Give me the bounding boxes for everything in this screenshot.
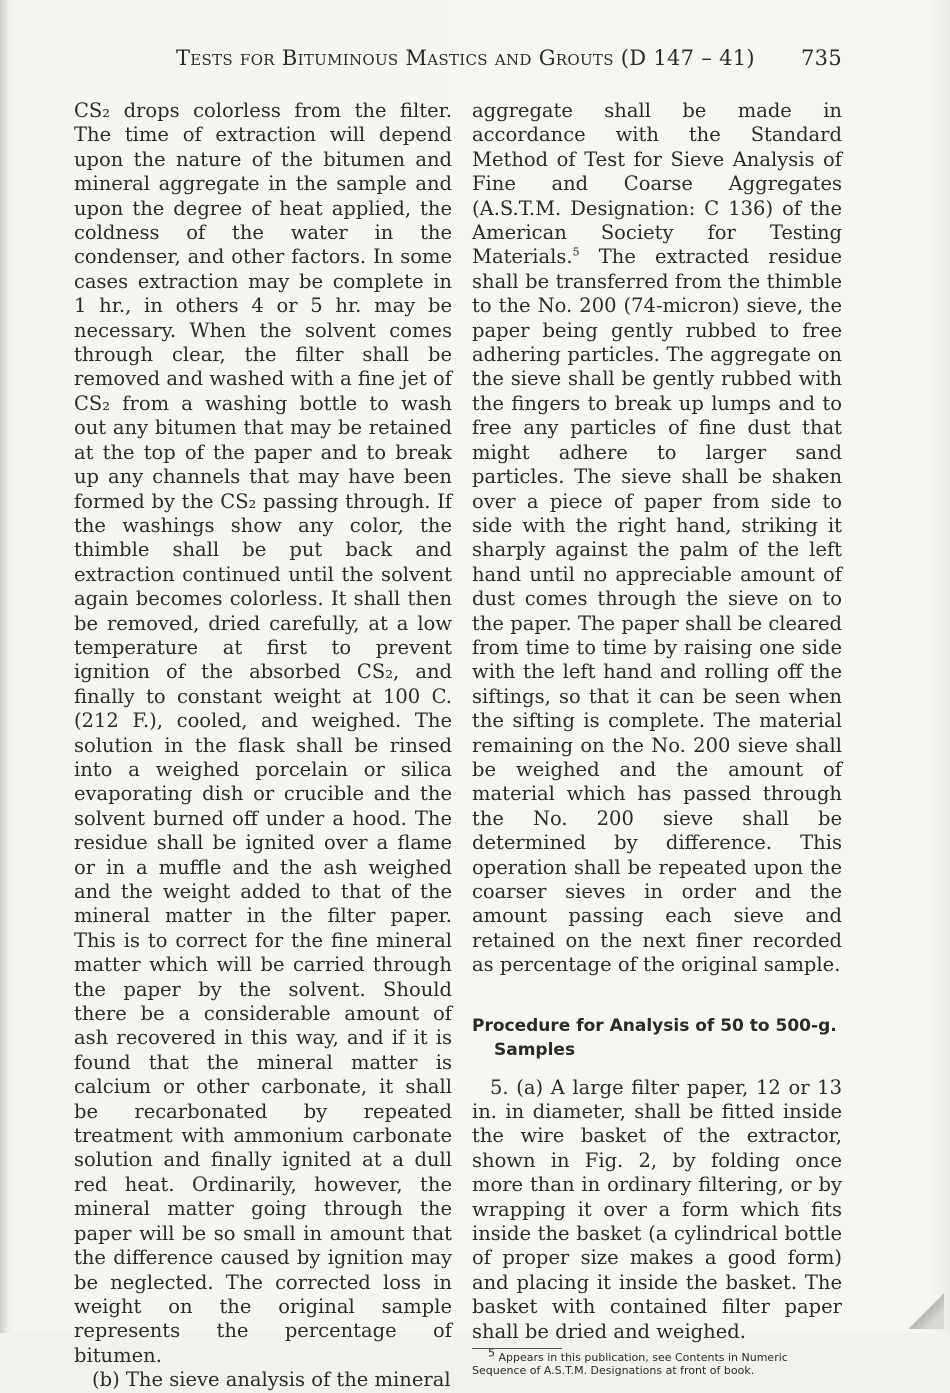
body-paragraph-b-start: (b) The sieve analysis of the mineral xyxy=(92,1368,451,1392)
section-heading: Procedure for Analysis of 50 to 500-g. Samples xyxy=(472,1015,837,1060)
left-column xyxy=(74,99,452,1393)
body-paragraph-a: CS₂ drops colorless from the filter. The time of extraction will depend upon the nature of the bitumen and mineral aggregate in the sample and upon the degree of heat applied, the coldness of the water in the condenser, and other factors. In some cases extraction may be complete in 1 hr., in others 4 or 5 hr. may be necessary. When the solvent comes through clear, the filter shall be removed and washed with a fine jet of CS₂ from a washing bottle to wash out any bitumen that may be retained at the top of the paper and to break up any channels that may have been formed by the CS₂ passing through. If the washings show any color, the thimble shall be put back and extraction continued until the solvent again becomes colorless. It shall then be removed, dried carefully, at a low temperature at first to prevent ignition of the absorbed CS₂, and finally to constant weight at 100 C. (212 F.), cooled, and weighed. The solution in the flask shall be rinsed into a weighed porcelain or silica evaporating dish or crucible and the solvent burned off under a hood. The residue shall be ignited over a flame or in a muffle and the ash weighed and the weight added to that of the mineral matter in the filter paper. This is to correct for the fine mineral matter which will be carried through the paper by the solvent. Should there be a considerable amount of ash recovered in this way, and if it is found that the mineral matter is calcium or other carbonate, it shall be recarbonated by repeated treatment with ammonium carbonate solution and finally ignited at a dull red heat. Ordinarily, however, the mineral matter going through the paper will be so small in amount that the difference caused by ignition may be neglected. The corrected loss in weight on the original sample represents the percentage of bitumen. xyxy=(74,99,452,1367)
paragraph-b-rest: The extracted residue shall be transferred from the thimble to the No. 200 (74-micron) sieve, the paper being gently rubbed to free adhering particles. The aggregate on the sieve shall be gently rubbed with the fingers to break up lumps and to free any particles of fine dust that might adhere to larger sand particles. The sieve shall be shaken over a piece of paper from side to side with the right hand, striking it sharply against the palm of the left hand until no appreciable amount of dust comes through the sieve on to the paper. The paper shall be cleared from time to time by raising one side with the left hand and rolling off the siftings, so that it can be seen when the sifting is complete. The material remaining on the No. 200 sieve shall be weighed and the amount of material which has passed through the No. 200 sieve shall be determined by difference. This operation shall be repeated upon the coarser sieves in order and the amount passing each sieve and retained on the next finer recorded as percentage of the original sample. xyxy=(472,245,842,977)
footnote-divider xyxy=(472,1348,562,1349)
footnote-reference: 5 xyxy=(572,245,580,259)
paragraph-b-text: aggregate shall be made in accordance with the Standard Method of Test for Sieve Analysis of Fine and Coarse Aggregates (A.S.T.M. Designation: C 136) of the American Society for Testing Materials. xyxy=(472,99,842,269)
page-corner-fold xyxy=(904,1289,944,1329)
page-edge-shadow xyxy=(0,0,8,1333)
footnote-text: Appears in this publication, see Contents in Numeric Sequence of A.S.T.M. Designations at front of book. xyxy=(472,1351,788,1378)
body-paragraph-b-continued xyxy=(472,99,842,978)
page-number: 735 xyxy=(801,46,842,70)
footnote xyxy=(472,1346,842,1378)
footnote-mark: 5 xyxy=(488,1346,495,1360)
body-paragraph-5: 5. (a) A large filter paper, 12 or 13 in. in diameter, shall be fitted inside the wire basket of the extractor, shown in Fig. 2, by folding once more than in ordinary filtering, or by wrapping it over a form which fits inside the basket (a cylindrical bottle of proper size makes a good form) and placing it inside the basket. The basket with contained filter paper shall be dried and weighed. xyxy=(472,1075,842,1343)
right-column xyxy=(472,99,842,1377)
running-title: Tests for Bituminous Mastics and Grouts (D 147 – 41) xyxy=(176,46,755,70)
